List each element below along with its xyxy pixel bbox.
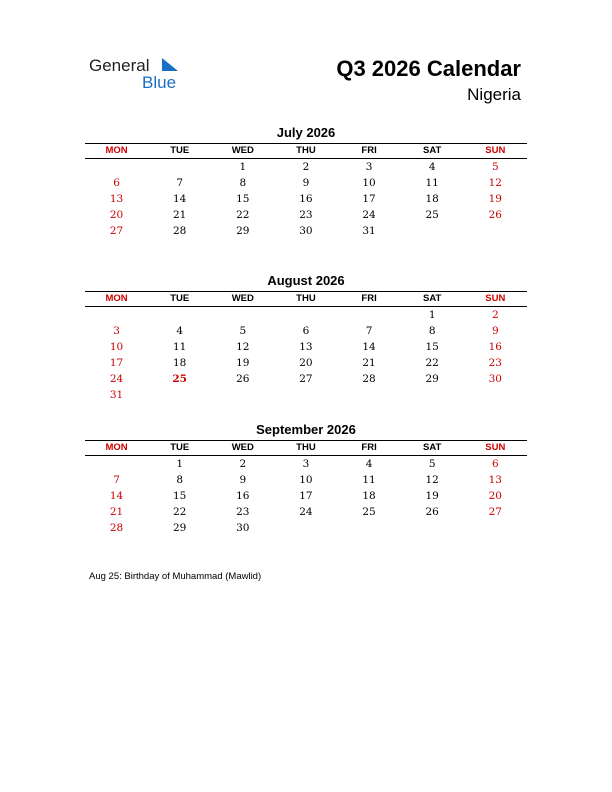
empty-day-cell — [464, 520, 527, 536]
week-row — [85, 207, 527, 223]
weekday-thu: THU — [296, 145, 316, 156]
country-name: Nigeria — [467, 85, 521, 104]
day-cell: 23 — [488, 357, 502, 369]
day-cell: 6 — [113, 177, 120, 189]
day-cell: 16 — [299, 193, 313, 205]
day-cell: 7 — [365, 325, 373, 337]
week-row — [85, 456, 527, 472]
week-row — [85, 488, 527, 504]
weekday-sun: SUN — [485, 442, 506, 453]
day-cell: 19 — [236, 357, 250, 369]
day-cell: 14 — [173, 193, 187, 205]
weekday-sun: SUN — [485, 145, 506, 156]
weekday-tue: TUE — [170, 145, 190, 156]
day-cell: 6 — [302, 325, 310, 337]
weekday-header — [85, 291, 527, 307]
empty-day-cell — [401, 223, 464, 239]
week-row — [85, 223, 527, 239]
day-cell: 30 — [236, 522, 250, 534]
empty-day-cell — [148, 387, 211, 403]
day-cell: 9 — [239, 474, 247, 486]
weekday-mon: MON — [105, 145, 128, 156]
weekday-tue: TUE — [170, 442, 190, 453]
week-row — [85, 159, 527, 175]
day-cell: 5 — [491, 161, 499, 173]
day-cell: 25 — [425, 209, 439, 221]
month-title: September 2026 — [256, 422, 356, 437]
weekday-tue: TUE — [170, 293, 190, 304]
day-cell: 29 — [425, 373, 439, 385]
day-cell: 2 — [491, 309, 499, 321]
day-cell: 13 — [109, 193, 124, 205]
day-cell: 7 — [113, 474, 120, 486]
day-cell: 28 — [362, 373, 376, 385]
day-cell: 9 — [302, 177, 310, 189]
week-row — [85, 175, 527, 191]
empty-day-cell — [464, 387, 527, 403]
empty-day-cell — [401, 387, 464, 403]
empty-day-cell — [338, 520, 401, 536]
day-cell: 25 — [362, 506, 376, 518]
day-cell: 8 — [428, 325, 436, 337]
week-row — [85, 355, 527, 371]
weekday-thu: THU — [296, 442, 316, 453]
weekday-mon: MON — [105, 442, 128, 453]
week-row — [85, 387, 527, 403]
day-cell: 28 — [173, 225, 187, 237]
day-cell: 20 — [488, 490, 502, 502]
day-cell: 7 — [176, 177, 184, 189]
weekday-fri: FRI — [361, 442, 377, 453]
empty-day-cell — [148, 159, 211, 175]
day-cell: 9 — [491, 325, 499, 337]
month-title: July 2026 — [276, 125, 336, 140]
day-cell: 15 — [425, 341, 439, 353]
day-cell: 17 — [109, 357, 124, 369]
holiday-note: Aug 25: Birthday of Muhammad (Mawlid) — [89, 571, 262, 582]
day-cell: 3 — [113, 325, 120, 337]
day-cell: 8 — [176, 474, 184, 486]
week-row — [85, 339, 527, 355]
day-cell: 29 — [173, 522, 187, 534]
day-cell: 6 — [491, 458, 499, 470]
day-cell: 13 — [299, 341, 313, 353]
day-cell: 1 — [176, 458, 184, 470]
day-cell: 11 — [425, 177, 439, 189]
weekday-wed: WED — [231, 442, 254, 453]
day-cell: 22 — [425, 357, 439, 369]
empty-day-cell — [85, 159, 148, 175]
day-cell: 27 — [488, 506, 502, 518]
day-cell: 17 — [299, 490, 313, 502]
empty-day-cell — [338, 307, 401, 323]
weekday-thu: THU — [296, 293, 316, 304]
day-cell: 22 — [236, 209, 250, 221]
day-cell: 16 — [236, 490, 250, 502]
day-cell: 8 — [239, 177, 247, 189]
empty-day-cell — [211, 387, 274, 403]
day-cell: 10 — [362, 177, 376, 189]
week-row — [85, 371, 527, 387]
day-cell: 17 — [362, 193, 376, 205]
day-cell: 26 — [425, 506, 439, 518]
day-cell: 20 — [109, 209, 124, 221]
week-row — [85, 520, 527, 536]
empty-day-cell — [85, 307, 148, 323]
empty-day-cell — [464, 223, 527, 239]
weekday-sat: SAT — [423, 145, 442, 156]
day-cell: 21 — [109, 506, 124, 518]
day-cell: 1 — [428, 309, 436, 321]
empty-day-cell — [211, 307, 274, 323]
weekday-fri: FRI — [361, 145, 377, 156]
day-cell: 5 — [239, 325, 247, 337]
day-cell: 4 — [365, 458, 373, 470]
day-cell: 18 — [173, 357, 187, 369]
day-cell: 11 — [173, 341, 187, 353]
day-cell: 19 — [488, 193, 502, 205]
weekday-wed: WED — [231, 145, 254, 156]
weekday-mon: MON — [105, 293, 128, 304]
logo-flag-icon — [160, 57, 180, 73]
day-cell: 5 — [428, 458, 436, 470]
day-cell: 31 — [362, 225, 376, 237]
day-cell: 26 — [236, 373, 250, 385]
month-title: August 2026 — [267, 273, 345, 288]
empty-day-cell — [338, 387, 401, 403]
weekday-wed: WED — [231, 293, 254, 304]
generalblue-logo — [89, 55, 189, 95]
day-cell: 14 — [109, 490, 124, 502]
day-cell: 12 — [236, 341, 250, 353]
week-row — [85, 472, 527, 488]
day-cell: 14 — [362, 341, 376, 353]
day-cell: 23 — [299, 209, 313, 221]
page-title: Q3 2026 Calendar — [336, 56, 521, 81]
day-cell: 3 — [365, 161, 373, 173]
day-cell: 29 — [236, 225, 250, 237]
week-row — [85, 504, 527, 520]
day-cell: 10 — [109, 341, 124, 353]
weekday-sun: SUN — [485, 293, 506, 304]
month-september — [85, 422, 527, 536]
day-cell: 24 — [299, 506, 313, 518]
weekday-header — [85, 143, 527, 159]
day-cell: 15 — [173, 490, 187, 502]
weekday-sat: SAT — [423, 442, 442, 453]
empty-day-cell — [148, 307, 211, 323]
day-cell: 3 — [302, 458, 310, 470]
day-cell: 15 — [236, 193, 250, 205]
day-cell: 12 — [425, 474, 439, 486]
week-row — [85, 307, 527, 323]
day-cell: 10 — [299, 474, 313, 486]
day-cell: 2 — [239, 458, 247, 470]
day-cell: 11 — [362, 474, 376, 486]
empty-day-cell — [401, 520, 464, 536]
logo-blue-text: Blue — [142, 73, 177, 92]
empty-day-cell — [274, 520, 337, 536]
day-cell: 2 — [302, 161, 310, 173]
day-cell: 22 — [173, 506, 187, 518]
empty-day-cell — [274, 387, 337, 403]
day-cell: 23 — [236, 506, 250, 518]
day-cell: 31 — [109, 389, 124, 401]
day-cell: 20 — [299, 357, 313, 369]
day-cell: 26 — [488, 209, 502, 221]
weekday-header — [85, 440, 527, 456]
day-cell: 30 — [488, 373, 502, 385]
day-cell: 24 — [109, 373, 124, 385]
day-cell: 13 — [488, 474, 502, 486]
week-row — [85, 191, 527, 207]
day-cell: 12 — [488, 177, 502, 189]
day-cell: 28 — [109, 522, 124, 534]
empty-day-cell — [85, 456, 148, 472]
day-cell: 16 — [488, 341, 502, 353]
empty-day-cell — [274, 307, 337, 323]
day-cell: 19 — [425, 490, 439, 502]
month-august — [85, 273, 527, 403]
day-cell: 27 — [299, 373, 313, 385]
day-cell: 1 — [239, 161, 247, 173]
weekday-sat: SAT — [423, 293, 442, 304]
day-cell: 18 — [425, 193, 439, 205]
week-row — [85, 323, 527, 339]
day-cell: 25 — [172, 373, 187, 385]
day-cell: 4 — [428, 161, 436, 173]
day-cell: 18 — [362, 490, 376, 502]
day-cell: 27 — [109, 225, 124, 237]
day-cell: 21 — [173, 209, 187, 221]
day-cell: 30 — [299, 225, 313, 237]
day-cell: 24 — [362, 209, 376, 221]
logo-general-text: General — [89, 56, 150, 75]
weekday-fri: FRI — [361, 293, 377, 304]
month-july — [85, 125, 527, 239]
day-cell: 21 — [362, 357, 376, 369]
day-cell: 4 — [176, 325, 184, 337]
